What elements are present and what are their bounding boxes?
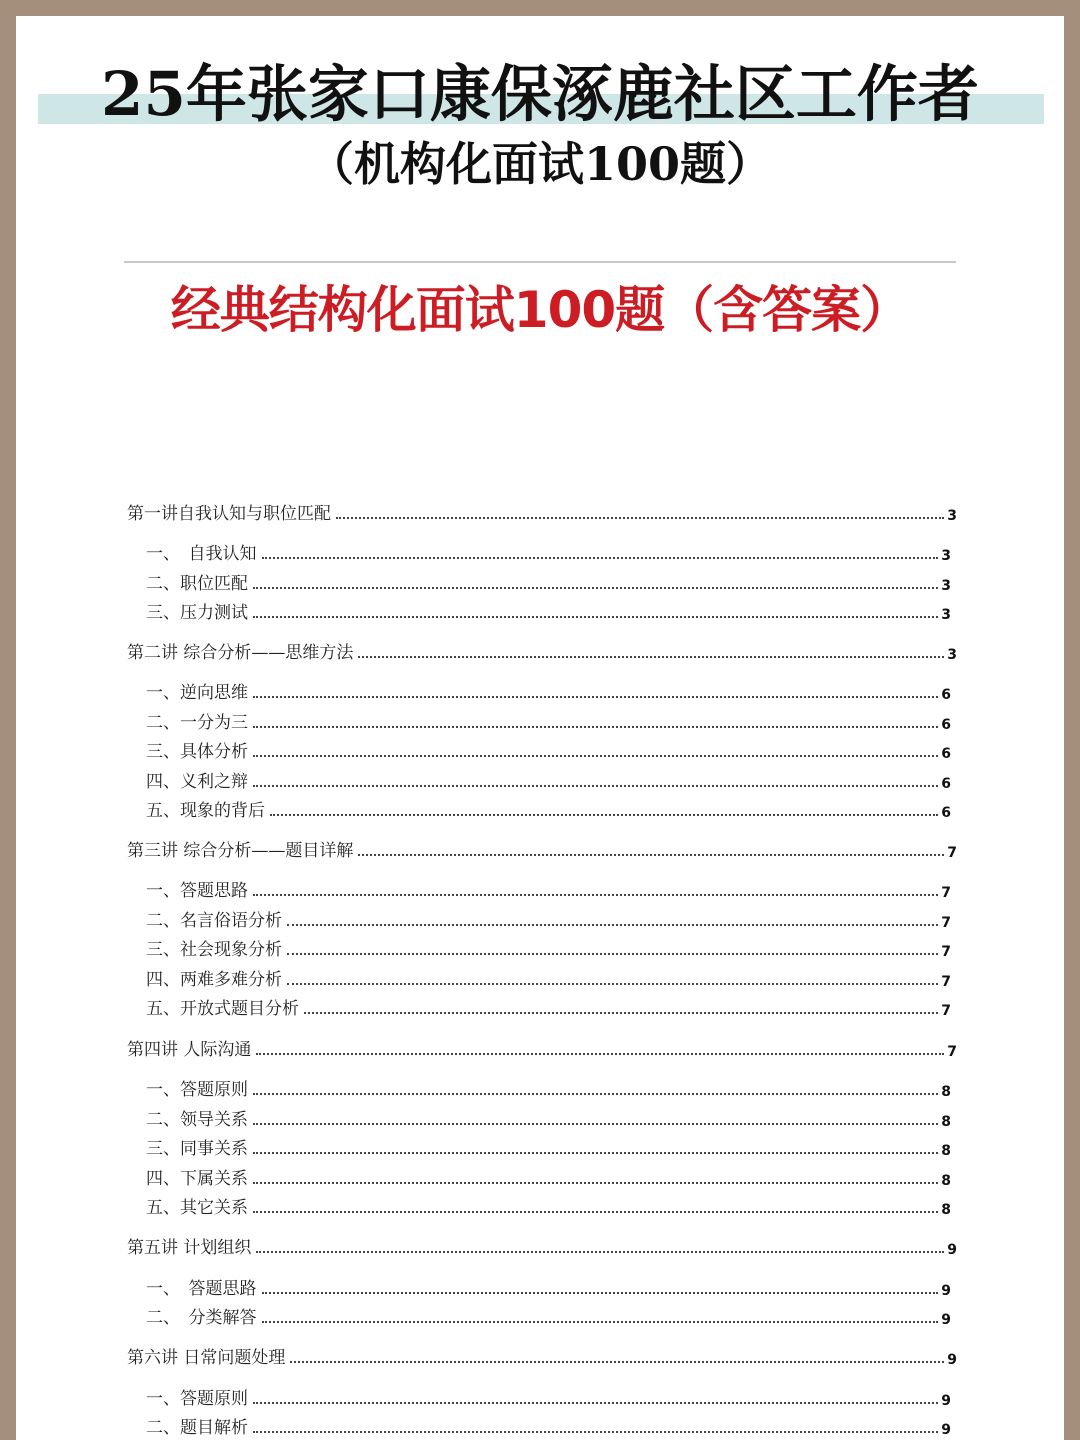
page-number: 3 bbox=[947, 647, 957, 663]
page-number: 9 bbox=[947, 1352, 957, 1368]
leader-dots bbox=[262, 1292, 939, 1294]
toc-chapter-6: 第六讲 日常问题处理 9 bbox=[127, 1348, 957, 1368]
page-number: 9 bbox=[941, 1312, 951, 1328]
leader-dots bbox=[253, 1093, 938, 1095]
page-subtitle: （机构化面试100题） bbox=[307, 137, 773, 191]
page-number: 3 bbox=[947, 508, 957, 524]
leader-dots bbox=[253, 1182, 938, 1184]
toc-chapter-1: 第一讲自我认知与职位匹配 3 bbox=[127, 504, 957, 524]
page-number: 9 bbox=[947, 1242, 957, 1258]
page-number: 3 bbox=[941, 607, 951, 623]
leader-dots bbox=[253, 894, 938, 896]
page-number: 7 bbox=[947, 845, 957, 861]
leader-dots bbox=[253, 587, 938, 589]
toc-section: 三、具体分析 6 bbox=[146, 742, 951, 762]
page-number: 7 bbox=[941, 974, 951, 990]
toc-section: 二、一分为三 6 bbox=[146, 713, 951, 733]
page-number: 8 bbox=[941, 1173, 951, 1189]
page-number: 9 bbox=[941, 1393, 951, 1409]
page-number: 8 bbox=[941, 1114, 951, 1130]
page-number: 6 bbox=[941, 776, 951, 792]
toc-section: 一、答题原则 9 bbox=[146, 1389, 951, 1409]
page-number: 8 bbox=[941, 1084, 951, 1100]
toc-section: 二、领导关系 8 bbox=[146, 1110, 951, 1130]
document-heading: 经典结构化面试100题（含答案） bbox=[170, 281, 910, 339]
page-number: 6 bbox=[941, 717, 951, 733]
toc-chapter-5: 第五讲 计划组织 9 bbox=[127, 1238, 957, 1258]
toc-section: 一、 答题思路 9 bbox=[146, 1279, 951, 1299]
page-number: 9 bbox=[941, 1283, 951, 1299]
leader-dots bbox=[253, 726, 938, 728]
title-block bbox=[16, 60, 1064, 130]
toc-section: 四、两难多难分析 7 bbox=[146, 970, 951, 990]
toc-section: 五、其它关系 8 bbox=[146, 1198, 951, 1218]
toc-section: 一、 自我认知 3 bbox=[146, 544, 951, 564]
toc-section: 四、义利之辩 6 bbox=[146, 772, 951, 792]
leader-dots bbox=[287, 953, 938, 955]
divider-line bbox=[124, 261, 956, 263]
page-number: 7 bbox=[941, 885, 951, 901]
page-number: 8 bbox=[941, 1202, 951, 1218]
page-number: 7 bbox=[941, 944, 951, 960]
page-title: 25年张家口康保涿鹿社区工作者 bbox=[101, 59, 979, 130]
page-number: 8 bbox=[941, 1143, 951, 1159]
page-number: 3 bbox=[941, 548, 951, 564]
leader-dots bbox=[256, 1053, 944, 1055]
leader-dots bbox=[358, 854, 944, 856]
toc-chapter-4: 第四讲 人际沟通 7 bbox=[127, 1040, 957, 1060]
toc-section: 三、社会现象分析 7 bbox=[146, 940, 951, 960]
leader-dots bbox=[287, 983, 938, 985]
toc-section: 一、逆向思维 6 bbox=[146, 683, 951, 703]
document-page bbox=[16, 16, 1064, 1440]
page-number: 6 bbox=[941, 805, 951, 821]
toc-section: 三、同事关系 8 bbox=[146, 1139, 951, 1159]
leader-dots bbox=[262, 557, 939, 559]
leader-dots bbox=[253, 1402, 938, 1404]
toc-section: 二、职位匹配 3 bbox=[146, 574, 951, 594]
page-number: 6 bbox=[941, 687, 951, 703]
leader-dots bbox=[253, 785, 938, 787]
toc-section: 四、下属关系 8 bbox=[146, 1169, 951, 1189]
leader-dots bbox=[253, 1211, 938, 1213]
leader-dots bbox=[304, 1012, 938, 1014]
toc-section: 一、答题思路 7 bbox=[146, 881, 951, 901]
toc-chapter-2: 第二讲 综合分析——思维方法 3 bbox=[127, 643, 957, 663]
page-number: 9 bbox=[941, 1422, 951, 1438]
leader-dots bbox=[253, 755, 938, 757]
leader-dots bbox=[270, 814, 938, 816]
toc-section: 五、开放式题目分析 7 bbox=[146, 999, 951, 1019]
leader-dots bbox=[262, 1321, 939, 1323]
leader-dots bbox=[336, 517, 944, 519]
toc-section: 五、现象的背后 6 bbox=[146, 801, 951, 821]
toc-section: 三、压力测试 3 bbox=[146, 603, 951, 623]
leader-dots bbox=[253, 1152, 938, 1154]
page-number: 7 bbox=[941, 915, 951, 931]
toc-section: 二、题目解析 9 bbox=[146, 1418, 951, 1438]
toc-section: 二、名言俗语分析 7 bbox=[146, 911, 951, 931]
toc-section: 二、 分类解答 9 bbox=[146, 1308, 951, 1328]
page-number: 7 bbox=[941, 1003, 951, 1019]
leader-dots bbox=[290, 1361, 944, 1363]
leader-dots bbox=[253, 1431, 938, 1433]
leader-dots bbox=[358, 656, 944, 658]
toc-section: 一、答题原则 8 bbox=[146, 1080, 951, 1100]
page-number: 6 bbox=[941, 746, 951, 762]
page-number: 7 bbox=[947, 1044, 957, 1060]
toc-chapter-3: 第三讲 综合分析——题目详解 7 bbox=[127, 841, 957, 861]
leader-dots bbox=[253, 1123, 938, 1125]
leader-dots bbox=[287, 924, 938, 926]
leader-dots bbox=[253, 696, 938, 698]
leader-dots bbox=[256, 1251, 944, 1253]
leader-dots bbox=[253, 616, 938, 618]
page-number: 3 bbox=[941, 578, 951, 594]
